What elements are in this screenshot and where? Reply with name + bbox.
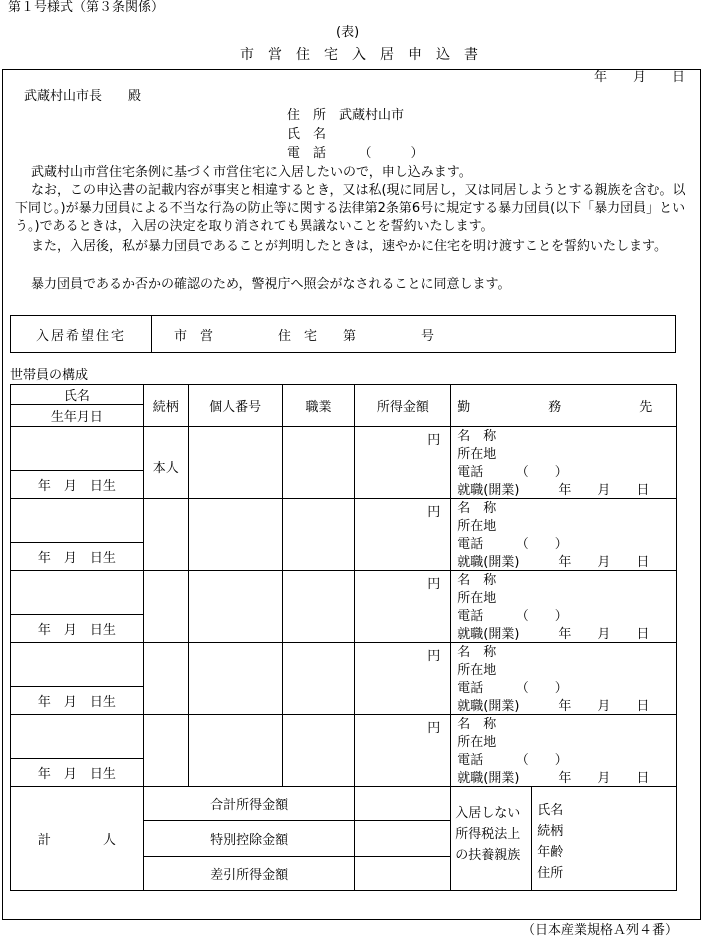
relation-cell[interactable] bbox=[143, 643, 188, 715]
birth-date-cell[interactable] bbox=[11, 543, 144, 571]
desired-housing-label: 入居希望住宅 bbox=[11, 316, 152, 353]
workplace-address-label: 所在地 bbox=[457, 591, 497, 606]
id-number-cell[interactable] bbox=[188, 499, 282, 571]
dependents-label: 入居しない所得税法上の扶養親族 bbox=[455, 806, 521, 863]
workplace-name-label: 名 称 bbox=[457, 717, 497, 732]
workplace-cell[interactable] bbox=[451, 643, 677, 715]
workplace-name-label: 名 称 bbox=[457, 429, 497, 444]
member-count-cell[interactable] bbox=[11, 787, 144, 891]
name-field[interactable]: 氏 名 bbox=[287, 127, 327, 142]
member-name-cell[interactable] bbox=[11, 571, 144, 615]
workplace-name-label: 名 称 bbox=[457, 645, 497, 660]
workplace-phone-label: 電話 （ ） bbox=[457, 465, 568, 480]
employment-date-label: 就職(開業) 年 月 日 bbox=[457, 627, 650, 642]
id-number-cell[interactable] bbox=[188, 427, 282, 499]
workplace-phone-label: 電話 （ ） bbox=[457, 681, 568, 696]
relation-cell[interactable] bbox=[143, 427, 188, 499]
yen-unit: 円 bbox=[427, 505, 441, 520]
birth-date-cell[interactable] bbox=[11, 615, 144, 643]
workplace-cell[interactable] bbox=[451, 427, 677, 499]
occupation-header: 職業 bbox=[282, 385, 355, 427]
birth-date-cell[interactable] bbox=[11, 759, 144, 787]
yen-unit: 円 bbox=[427, 649, 441, 664]
member-name-cell[interactable] bbox=[11, 715, 144, 759]
income-cell[interactable] bbox=[355, 643, 451, 715]
declaration-2: なお，この申込書の記載内容が事実と相違するとき，又は私(現に同居し，又は同居しようとする親族を含む。以下同じ。)が暴力団員による不当な行為の防止等に関する法律第2条第6号に規定する暴力団員(以下「暴力団員」という。)であるときは，入居の決定を取り消されても異議ないことを誓約いたします。 bbox=[15, 183, 686, 234]
relation-value: 本人 bbox=[152, 461, 179, 476]
birth-date-cell[interactable] bbox=[11, 471, 144, 499]
dependent-address-field[interactable]: 住所 bbox=[537, 866, 564, 881]
dependents-cell bbox=[451, 787, 677, 891]
workplace-phone-label: 電話 （ ） bbox=[457, 537, 568, 552]
workplace-cell[interactable] bbox=[451, 715, 677, 787]
relation-cell[interactable] bbox=[143, 499, 188, 571]
occupation-cell[interactable] bbox=[282, 715, 355, 787]
sum-income-label: 合計所得金額 bbox=[143, 787, 355, 821]
special-deduction-value[interactable] bbox=[355, 821, 451, 857]
relation-cell[interactable] bbox=[143, 715, 188, 787]
yen-unit: 円 bbox=[427, 721, 441, 736]
declaration-3: また，入居後，私が暴力団員であることが判明したときは，速やかに住宅を明け渡すことを誓約いたします。 bbox=[31, 239, 667, 254]
address-field[interactable]: 住 所 武蔵村山市 bbox=[287, 108, 405, 123]
workplace-phone-label: 電話 （ ） bbox=[457, 753, 568, 768]
income-cell[interactable] bbox=[355, 427, 451, 499]
member-name-cell[interactable] bbox=[11, 499, 144, 543]
page-title: 市 営 住 宅 入 居 申 込 書 bbox=[240, 47, 478, 63]
dependents-divider bbox=[531, 787, 532, 890]
declaration-1: 武蔵村山市営住宅条例に基づく市営住宅に入居したいので，申し込みます。 bbox=[31, 165, 472, 180]
relation-cell[interactable] bbox=[143, 571, 188, 643]
workplace-address-label: 所在地 bbox=[457, 447, 497, 462]
employment-date-label: 就職(開業) 年 月 日 bbox=[457, 555, 650, 570]
date-line[interactable]: 年 月 日 bbox=[594, 70, 686, 85]
id-number-cell[interactable] bbox=[188, 571, 282, 643]
workplace-name-label: 名 称 bbox=[457, 501, 497, 516]
employment-date-label: 就職(開業) 年 月 日 bbox=[457, 699, 650, 714]
workplace-header: 勤 務 先 bbox=[451, 385, 677, 427]
workplace-cell[interactable] bbox=[451, 571, 677, 643]
workplace-phone-label: 電話 （ ） bbox=[457, 609, 568, 624]
occupation-cell[interactable] bbox=[282, 499, 355, 571]
special-deduction-label: 特別控除金額 bbox=[143, 821, 355, 857]
birth-date-label: 年 月 日生 bbox=[37, 551, 116, 566]
yen-unit: 円 bbox=[427, 433, 441, 448]
birth-header: 生年月日 bbox=[11, 405, 144, 427]
sum-income-value[interactable] bbox=[355, 787, 451, 821]
birth-date-label: 年 月 日生 bbox=[37, 695, 116, 710]
name-header: 氏名 bbox=[11, 385, 144, 405]
desired-housing-value[interactable]: 市 営 住 宅 第 号 bbox=[152, 316, 676, 353]
workplace-cell[interactable] bbox=[451, 499, 677, 571]
employment-date-label: 就職(開業) 年 月 日 bbox=[457, 483, 650, 498]
form-number: 第１号様式（第３条関係） bbox=[8, 0, 165, 15]
relation-header: 続柄 bbox=[143, 385, 188, 427]
phone-field[interactable]: 電 話 （ ） bbox=[287, 146, 424, 161]
income-cell[interactable] bbox=[355, 499, 451, 571]
household-title: 世帯員の構成 bbox=[10, 368, 89, 383]
dependent-name-field[interactable]: 氏名 bbox=[537, 803, 564, 818]
income-header: 所得金額 bbox=[355, 385, 451, 427]
id-number-cell[interactable] bbox=[188, 715, 282, 787]
birth-date-cell[interactable] bbox=[11, 687, 144, 715]
workplace-address-label: 所在地 bbox=[457, 519, 497, 534]
dependent-relation-field[interactable]: 続柄 bbox=[537, 824, 564, 839]
occupation-cell[interactable] bbox=[282, 427, 355, 499]
dependent-age-field[interactable]: 年齢 bbox=[537, 845, 564, 860]
household-table bbox=[10, 384, 677, 891]
net-income-value[interactable] bbox=[355, 857, 451, 891]
id-number-header: 個人番号 bbox=[188, 385, 282, 427]
income-cell[interactable] bbox=[355, 571, 451, 643]
employment-date-label: 就職(開業) 年 月 日 bbox=[457, 771, 650, 786]
income-cell[interactable] bbox=[355, 715, 451, 787]
member-name-cell[interactable] bbox=[11, 643, 144, 687]
birth-date-label: 年 月 日生 bbox=[37, 767, 116, 782]
occupation-cell[interactable] bbox=[282, 571, 355, 643]
desired-housing-box bbox=[10, 315, 676, 353]
paper-size-note: （日本産業規格Ａ列４番） bbox=[522, 923, 679, 938]
side-label: (表) bbox=[336, 25, 360, 40]
declaration-4: 暴力団員であるか否かの確認のため，警視庁へ照会がなされることに同意します。 bbox=[31, 277, 511, 292]
member-name-cell[interactable] bbox=[11, 427, 144, 471]
net-income-label: 差引所得金額 bbox=[143, 857, 355, 891]
member-count-label: 計 人 bbox=[37, 833, 116, 848]
workplace-name-label: 名 称 bbox=[457, 573, 497, 588]
birth-date-label: 年 月 日生 bbox=[37, 479, 116, 494]
occupation-cell[interactable] bbox=[282, 643, 355, 715]
id-number-cell[interactable] bbox=[188, 643, 282, 715]
workplace-address-label: 所在地 bbox=[457, 663, 497, 678]
workplace-address-label: 所在地 bbox=[457, 735, 497, 750]
birth-date-label: 年 月 日生 bbox=[37, 623, 116, 638]
addressee: 武蔵村山市長 殿 bbox=[24, 89, 142, 104]
yen-unit: 円 bbox=[427, 577, 441, 592]
